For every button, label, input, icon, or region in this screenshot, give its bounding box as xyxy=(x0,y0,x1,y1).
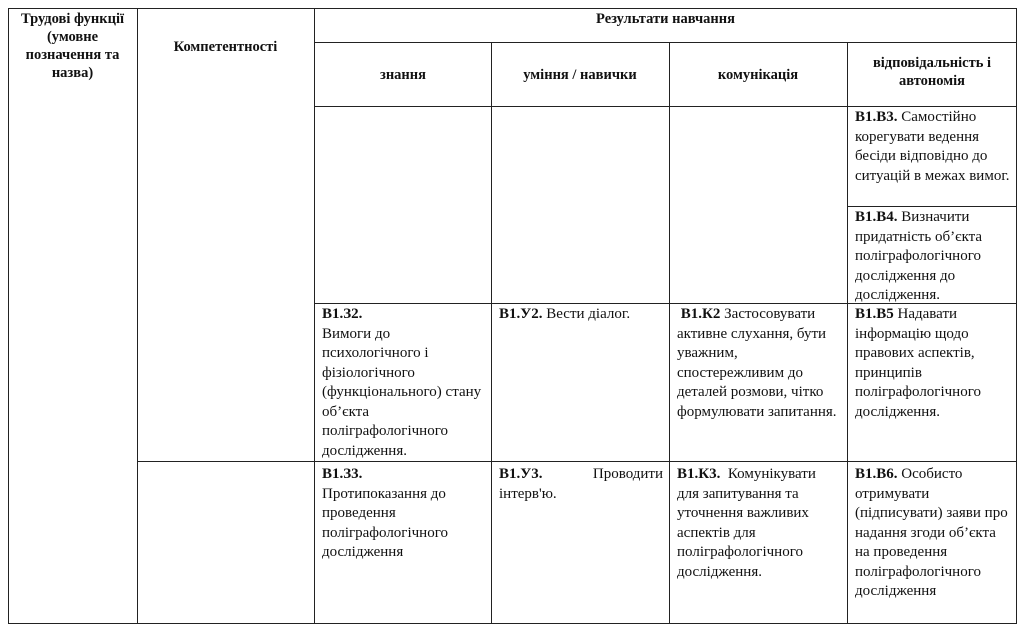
grid-line xyxy=(1016,8,1017,624)
header-skills: уміння / навички xyxy=(523,67,637,83)
result-text: Визначити придатність об’єкта поліграфологічного дослідження до дослідження. xyxy=(855,209,983,303)
result-text: Комунікувати для запитування та уточнення важливих аспектів для поліграфологічного дослідження. xyxy=(677,466,816,580)
header-competencies: Компетентності xyxy=(173,39,278,55)
grid-line xyxy=(8,8,9,624)
grid-line xyxy=(314,42,1017,43)
result-text-part: Проводити xyxy=(592,466,663,482)
responsibility-cell xyxy=(855,465,1011,602)
responsibility-cell xyxy=(855,108,1011,186)
header-learning-results: Результати навчання xyxy=(596,11,735,27)
result-code: В1.З3. xyxy=(322,466,363,482)
grid-line xyxy=(314,8,315,624)
grid-line xyxy=(491,42,492,624)
result-text: Самостійно корегувати ведення бесіди відповідно до ситуацій в межах вимог. xyxy=(855,109,1010,184)
skills-first-line xyxy=(499,465,663,485)
communication-cell xyxy=(677,305,837,422)
result-code: В1.У2. xyxy=(499,306,543,322)
result-code: В1.З2. xyxy=(322,306,363,322)
result-text: Вимоги до психологічного і фізіологічного (функціонального) стану об’єкта поліграфологічного дослідження. xyxy=(322,325,482,459)
result-text: Протипоказання до проведення поліграфологічного дослідження xyxy=(322,485,448,560)
header-knowledge: знання xyxy=(380,67,426,83)
header-labor-functions: Трудові функції (умовне позначення та назва) xyxy=(20,11,125,81)
result-code: В1.В3. xyxy=(855,109,898,125)
grid-line xyxy=(847,206,1017,207)
result-text: Вести діалог. xyxy=(546,306,631,322)
result-code: В1.В5 xyxy=(855,306,894,322)
result-code: В1.В4. xyxy=(855,209,898,225)
responsibility-cell xyxy=(855,305,1011,422)
result-text-part: інтерв'ю. xyxy=(499,485,557,502)
grid-line xyxy=(847,42,848,624)
skills-cell xyxy=(499,305,665,325)
grid-line xyxy=(137,461,1017,462)
skills-cell xyxy=(499,465,663,504)
header-communication: комунікація xyxy=(717,67,799,83)
result-code: В1.К3. xyxy=(677,466,721,482)
result-text: Надавати інформацію щодо правових аспектів, принципів поліграфологічного дослідження. xyxy=(855,306,981,420)
result-code: В1.У3. xyxy=(499,466,543,482)
result-text: Особисто отримувати (підписувати) заяви про надання згоди об’єкта на проведення поліграфологічного дослідження xyxy=(855,466,1008,599)
grid-line xyxy=(137,8,138,624)
result-code: В1.К2 xyxy=(680,306,721,322)
knowledge-cell xyxy=(322,465,482,563)
grid-line xyxy=(669,42,670,624)
knowledge-cell xyxy=(322,305,482,461)
result-text: Застосовувати активне слухання, бути уважним, спостережливим до деталей розмови, чітко формулювати запитання. xyxy=(677,306,837,420)
grid-line xyxy=(8,623,1017,624)
grid-line xyxy=(8,8,1017,9)
responsibility-cell xyxy=(855,208,1011,306)
header-responsibility: відповідальність і автономія xyxy=(872,55,992,89)
grid-line xyxy=(314,106,1017,107)
communication-cell xyxy=(677,465,841,582)
result-code: В1.В6. xyxy=(855,466,898,482)
